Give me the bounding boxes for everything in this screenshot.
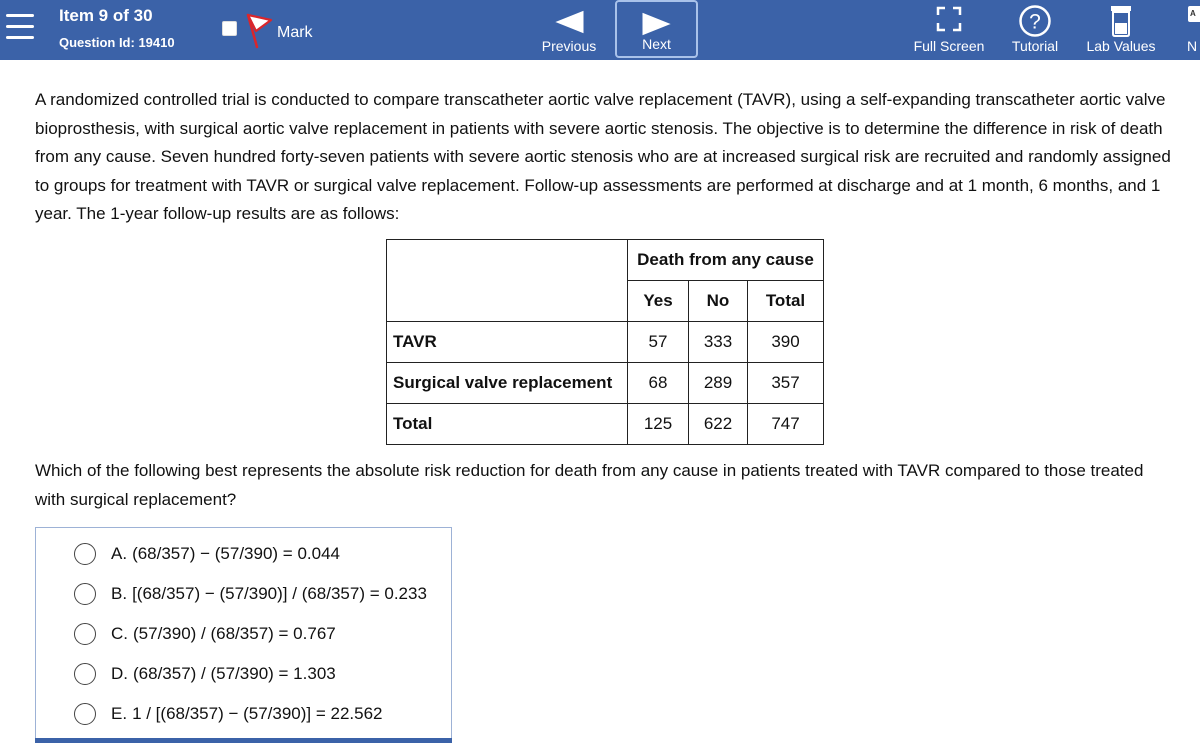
table-row [387,322,824,363]
row-label: Surgical valve replacement [387,363,628,404]
choice-text[interactable]: [(68/357) − (57/390)] / (68/357) = 0.233 [132,584,427,603]
tutorial-label: Tutorial [1011,38,1059,54]
corner-tab[interactable]: A [1188,6,1200,22]
row-label: Total [387,404,628,445]
cell-value: 390 [748,322,824,363]
results-table [386,239,824,445]
cell-value: 357 [748,363,824,404]
radio-button[interactable] [74,703,96,725]
lab-values-icon [1108,4,1134,38]
full-screen-icon [934,4,964,34]
cell-value: 333 [689,322,748,363]
previous-arrow-icon [551,8,587,36]
answer-choice-d[interactable] [74,661,336,687]
table-row [387,363,824,404]
answer-panel-bottom-bar [35,738,452,743]
answer-choice-c[interactable] [74,621,336,647]
table-header-row [387,240,824,281]
top-toolbar [0,0,1200,60]
choice-text[interactable]: (68/357) − (57/390) = 0.044 [132,544,340,563]
choice-text[interactable]: (68/357) / (57/390) = 1.303 [133,664,336,683]
lab-values-button[interactable] [1080,0,1162,58]
next-label: Next [642,36,671,52]
column-header-total: Total [748,281,824,322]
radio-button[interactable] [74,663,96,685]
previous-label: Previous [541,38,597,54]
choice-letter: D. [111,664,128,683]
answer-choices [35,527,452,743]
row-label: TAVR [387,322,628,363]
cell-value: 622 [689,404,748,445]
answer-choice-a[interactable] [74,541,340,567]
full-screen-button[interactable] [908,0,990,58]
answer-choice-e[interactable] [74,701,383,727]
svg-text:?: ? [1029,10,1041,34]
radio-button[interactable] [74,583,96,605]
cell-value: 57 [628,322,689,363]
cell-value: 68 [628,363,689,404]
full-screen-label: Full Screen [913,38,985,54]
question-stem: A randomized controlled trial is conducted to compare transcatheter aortic valve replacement (TAVR), using a self-expanding transcatheter aortic valve bioprosthesis, with surgical aortic valve replacement in patients with severe aortic stenosis. The objective is to determine the difference in risk of death from any cause. Seven hundred forty-seven patients with severe aortic stenosis who are at increased surgical risk are recruited and randomly assigned to groups for treatment with TAVR or surgical valve replacement. Follow-up assessments are performed at discharge and at 1 month, 6 months, and 1 year. The 1-year follow-up results are as follows: [35,90,1171,223]
choice-letter: B. [111,584,128,603]
empty-corner-cell [387,240,628,322]
choice-text[interactable]: 1 / [(68/357) − (57/390)] = 22.562 [132,704,383,723]
radio-button[interactable] [74,543,96,565]
choice-letter: C. [111,624,128,643]
choice-text[interactable]: (57/390) / (68/357) = 0.767 [133,624,336,643]
choice-letter: A. [111,544,128,563]
help-icon [1018,4,1052,38]
flag-icon[interactable] [244,11,274,49]
mark-label[interactable]: Mark [277,24,313,41]
previous-button[interactable] [532,0,606,58]
cell-value: 125 [628,404,689,445]
answer-choice-b[interactable] [74,581,427,607]
next-button[interactable] [615,0,698,58]
question-prompt: Which of the following best represents the absolute risk reduction for death from any cause in patients treated with TAVR compared to those treated with surgical replacement? [35,461,1144,509]
group-header: Death from any cause [628,240,824,281]
column-header-no: No [689,281,748,322]
column-header-yes: Yes [628,281,689,322]
menu-icon[interactable] [2,8,36,46]
question-id: Question Id: 19410 [59,35,175,50]
table-row [387,404,824,445]
notes-label: N [1187,38,1198,54]
tutorial-button[interactable] [1006,0,1064,58]
radio-button[interactable] [74,623,96,645]
cell-value: 747 [748,404,824,445]
item-counter: Item 9 of 30 [59,6,153,25]
choice-letter: E. [111,704,128,723]
lab-values-label: Lab Values [1086,38,1156,54]
mark-checkbox[interactable] [222,21,237,36]
next-arrow-icon [639,10,675,38]
cell-value: 289 [689,363,748,404]
item-info [59,6,175,51]
